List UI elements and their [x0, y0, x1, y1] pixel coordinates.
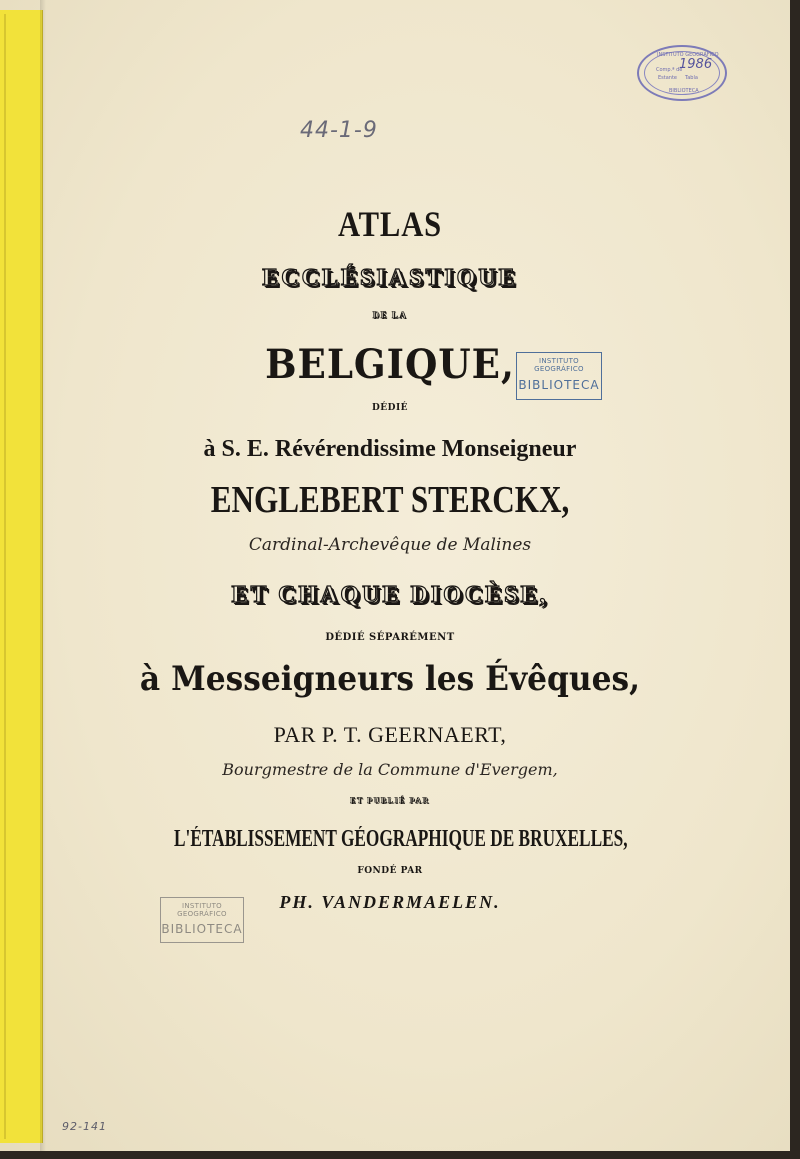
- stamp-row-3: Tabla: [685, 75, 698, 81]
- stamp-upper-line-2: BIBLIOTECA: [518, 378, 600, 392]
- title-ecclesiastique: ECCLÉSIASTIQUE: [262, 265, 518, 291]
- stamp-number: 1986: [679, 57, 713, 72]
- binding-line: [4, 14, 6, 1139]
- fonde-par-label: FONDÉ PAR: [357, 866, 423, 876]
- stamp-upper-line-1: INSTITUTO GEOGRÁFICO: [534, 357, 584, 373]
- publisher-line: L'ÉTABLISSEMENT GÉOGRAPHIQUE DE BRUXELLES,: [173, 826, 628, 852]
- founder-name: PH. VANDERMAELEN.: [279, 892, 501, 912]
- stamp-row-1: Comp.ª de: [656, 67, 683, 73]
- library-oval-stamp: [637, 45, 727, 101]
- title-et-chaque-diocese: ET CHAQUE DIOCÈSE,: [231, 582, 549, 608]
- bishops-dedication: à Messeigneurs les Évêques,: [139, 659, 641, 699]
- author-title-script: Bourgmestre de la Commune d'Evergem,: [222, 760, 558, 779]
- cardinal-name: ENGLEBERT STERCKX,: [210, 479, 570, 521]
- stamp-lower-line-2: BIBLIOTECA: [161, 922, 243, 936]
- title-belgique: BELGIQUE,: [265, 341, 515, 388]
- author-line: PAR P. T. GEERNAERT,: [273, 722, 507, 747]
- scan-bottom-border: [0, 1151, 800, 1159]
- dedie-label: DÉDIÉ: [371, 403, 409, 413]
- yellow-binding-tab: [0, 10, 43, 1143]
- title-atlas: ATLAS: [337, 204, 443, 244]
- publie-par-label: ET PUBLIÉ PAR: [350, 796, 430, 805]
- dedication-line: à S. E. Révérendissime Monseigneur: [203, 436, 577, 462]
- dedie-separement-label: DÉDIÉ SÉPARÉMENT: [325, 632, 455, 643]
- cardinal-title-script: Cardinal-Archevêque de Malines: [248, 535, 532, 555]
- scan-right-border: [790, 0, 800, 1159]
- stamp-bottom-text: BIBLIOTECA: [669, 88, 699, 94]
- handwritten-footer-number: 92-141: [62, 1120, 107, 1133]
- page-edge-shadow: [40, 0, 46, 1152]
- title-de-la: DE LA: [372, 310, 408, 320]
- stamp-row-2: Estante: [658, 75, 677, 81]
- stamp-lower-line-1: INSTITUTO GEOGRÁFICO: [177, 902, 227, 918]
- stamp-top-text: INSTITUTO GEOGRÁFICO: [657, 52, 719, 58]
- handwritten-shelfmark: 44-1-9: [300, 118, 378, 143]
